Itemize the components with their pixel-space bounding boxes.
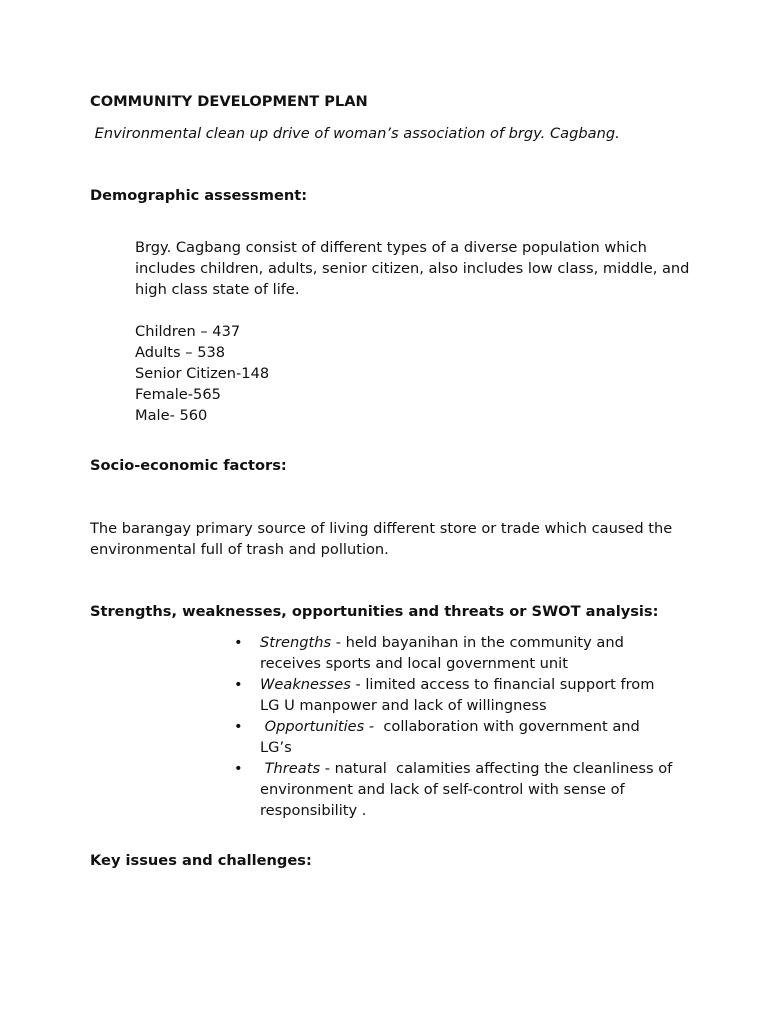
swot-item-strengths [234, 632, 674, 674]
swot-term: Threats [260, 760, 321, 777]
swot-text: - held bayanihan in the community and receives sports and local government unit [260, 634, 624, 672]
stat-female: Female-565 [135, 386, 221, 403]
subtitle-text: Environmental clean up drive of woman’s association of brgy. Cagbang. [94, 125, 620, 142]
key-issues-heading: Key issues and challenges: [90, 852, 312, 869]
bullet-icon: • [234, 634, 243, 651]
swot-term: Opportunities [260, 718, 365, 735]
stat-male: Male- 560 [135, 407, 208, 424]
stat-adults: Adults – 538 [135, 344, 226, 361]
socio-economic-paragraph: The barangay primary source of living different store or trade which caused the environmental full of trash and pollution. [90, 520, 673, 558]
swot-item-threats [234, 758, 677, 821]
document-title: COMMUNITY DEVELOPMENT PLAN [90, 93, 368, 110]
bullet-icon: • [234, 718, 243, 735]
bullet-icon: • [234, 676, 243, 693]
swot-heading: Strengths, weaknesses, opportunities and threats or SWOT analysis: [90, 603, 659, 620]
stat-children: Children – 437 [135, 323, 241, 340]
swot-item-weaknesses [234, 674, 674, 716]
swot-item-opportunities [234, 716, 674, 758]
demographic-paragraph: Brgy. Cagbang consist of different types of a diverse population which includes children, adults, senior citizen, also includes low class, middle, and high class state of life. [135, 239, 690, 298]
swot-term: Strengths [260, 634, 332, 651]
socio-economic-heading: Socio-economic factors: [90, 457, 287, 474]
stat-senior-citizen: Senior Citizen-148 [135, 365, 270, 382]
swot-term: Weaknesses [260, 676, 351, 693]
bullet-icon: • [234, 760, 243, 777]
demographic-heading: Demographic assessment: [90, 187, 308, 204]
swot-text: - natural calamities affecting the cleanliness of environment and lack of self-control with sense of responsibility . [260, 760, 677, 819]
swot-list [234, 632, 677, 821]
swot-text: - collaboration with government and LG’s [260, 718, 645, 756]
swot-text: - limited access to financial support from LG U manpower and lack of willingness [260, 676, 655, 714]
document-subtitle [90, 123, 620, 144]
demographic-stats [135, 321, 435, 426]
